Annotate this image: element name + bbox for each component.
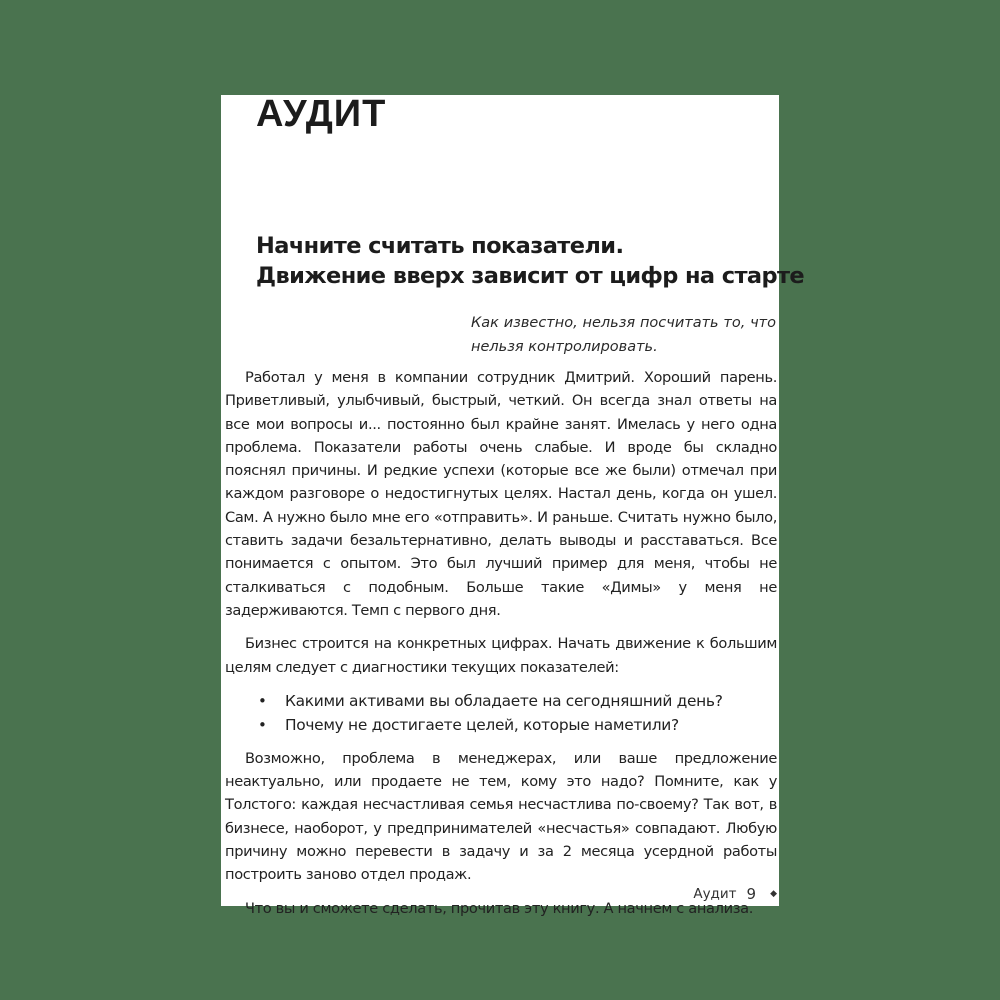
bullet-item <box>225 713 777 737</box>
paragraph-business-numbers: Бизнес строится на конкретных цифрах. Начать движение к большим целям следует с диагностики текущих показателей: <box>225 635 777 676</box>
paragraph-dmitry-story: Работал у меня в компании сотрудник Дмитрий. Хороший парень. Приветливый, улыбчивый, быстрый, четкий. Он всегда знал ответы на все мои вопросы и... постоянно был крайне занят. Имелась у него одна проблема. Показатели работы очень слабые. И вроде бы складно пояснял причины. И редкие успехи (которые все же были) отмечал при каждом разговоре о недостигнутых целях. Настал день, когда он ушел. Сам. А нужно было мне его «отправить». И раньше. Считать нужно было, ставить задачи безальтернативно, делать выводы и расставаться. Все понимается с опытом. Это был лучший пример для меня, чтобы не сталкиваться с подобным. Больше такие «Димы» у меня не задерживаются. Темп с первого дня. <box>225 369 777 619</box>
section-title-line-2: Движение вверх зависит от цифр на старте <box>256 263 805 289</box>
bullet-list <box>225 689 777 737</box>
epigraph: Как известно, нельзя посчитать то, что нельзя контролировать. <box>471 315 776 355</box>
section-title-line-1: Начните считать показатели. <box>256 233 624 259</box>
bullet-text: Какими активами вы обладаете на сегодняшний день? <box>285 691 723 710</box>
page-number: 9 <box>746 885 757 903</box>
book-page <box>221 93 805 917</box>
page-footer <box>693 885 777 903</box>
body-text <box>225 366 777 930</box>
bullet-item <box>225 689 777 713</box>
diamond-ornament-icon: ◆ <box>770 889 777 899</box>
paragraph-conclusion: Что вы и сможете сделать, прочитав эту книгу. А начнем с анализа. <box>245 899 754 917</box>
bullet-icon: • <box>258 691 267 710</box>
section-title <box>256 231 805 291</box>
bullet-text: Почему не достигаете целей, которые наметили? <box>285 715 679 734</box>
bullet-icon: • <box>258 715 267 734</box>
running-head: Аудит <box>693 886 737 902</box>
chapter-title: АУДИТ <box>256 93 387 135</box>
paragraph-possible-causes: Возможно, проблема в менеджерах, или ваше предложение неактуально, или продаете не тем, кому это надо? Помните, как у Толстого: каждая несчастливая семья несчастлива по-своему? Так вот, в бизнесе, наоборот, у предпринимателей «несчастья» совпадают. Любую причину можно перевести в задачу и за 2 месяца усердной работы построить заново отдел продаж. <box>225 749 777 884</box>
